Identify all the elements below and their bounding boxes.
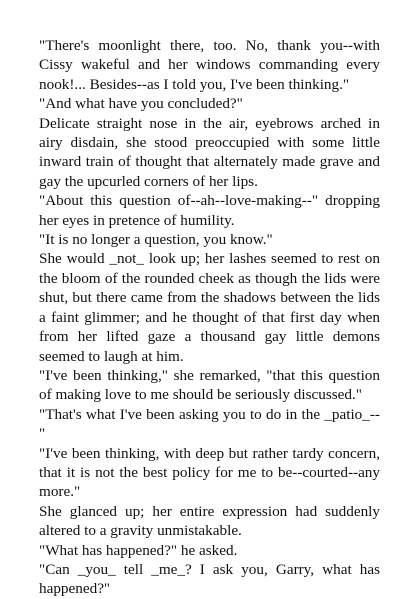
- paragraph-4: "About this question of--ah--love-making--" dropping her eyes in pretence of humility.: [39, 192, 380, 229]
- paragraph-9: "I've been thinking, with deep but rather tardy concern, that it is not the best policy for me to be--courted--any more.": [39, 444, 380, 501]
- paragraph-1: "There's moonlight there, too. No, thank you--with Cissy wakeful and her windows commanding every nook!... Besides--as I told you, I've been thinking.": [39, 37, 380, 93]
- paragraph-5: "It is no longer a question, you know.": [39, 231, 273, 249]
- paragraph-7: "I've been thinking," she remarked, "that this question of making love to me should be seriously discussed.": [39, 366, 380, 404]
- paragraph-2: "And what have you concluded?": [39, 95, 243, 113]
- paragraph-12: "Can _you_ tell _me_? I ask you, Garry, what has happened?": [39, 560, 380, 598]
- paragraph-11: "What has happened?" he asked.: [39, 541, 238, 559]
- paragraph-6: She would _not_ look up; her lashes seemed to rest on the bloom of the rounded cheek as though the lids were shut, but there came from the shadows between the lids a faint glimmer; and he thought of that first day when from her lifted gaze a thousand gay little demons seemed to laugh at him.: [39, 250, 380, 365]
- paragraph-8: "That's what I've been asking you to do in the _patio_--": [39, 405, 380, 443]
- paragraph-3: Delicate straight nose in the air, eyebrows arched in airy disdain, she stood preoccupied with some little inward train of thought that alternately made grave and gay the upcurled corners of her lips.: [39, 114, 380, 190]
- book-page-text: [39, 36, 380, 599]
- paragraph-10: She glanced up; her entire expression had suddenly altered to a gravity unmistakable.: [39, 502, 380, 540]
